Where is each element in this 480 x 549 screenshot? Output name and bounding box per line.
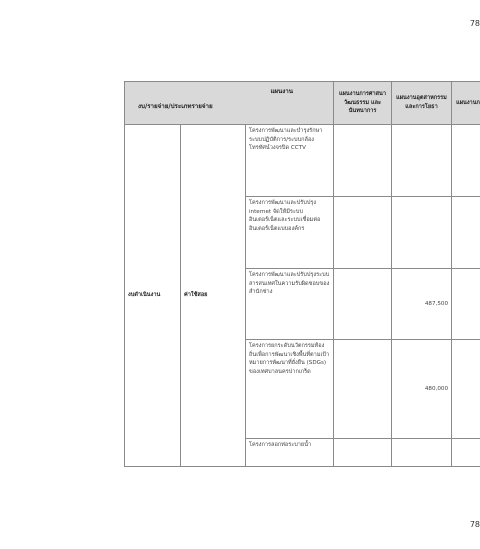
- header-budget-label: งบ/รายจ่าย/ประเภทรายจ่าย: [138, 103, 213, 111]
- expense-type-cell: ค่าใช้สอย: [181, 125, 246, 467]
- project-cell: โครงการยกระดับนวัตกรรมท้องถิ่นเพื่อการพัฒนาเชิงพื้นที่ตามเป้าหมายการพัฒนาที่ยั่งยืน (SDGs) ของเทศบาลนครปากเกร็ด: [246, 340, 334, 439]
- next-amount-cell: [452, 197, 480, 269]
- page-number-top: 78: [469, 19, 480, 28]
- culture-amount-cell: [334, 340, 392, 439]
- industry-amount-cell: 487,500: [392, 269, 452, 340]
- next-amount-cell: [452, 269, 480, 340]
- page-number-bottom: 78: [469, 520, 480, 529]
- next-amount-cell: [452, 340, 480, 439]
- table-row: [125, 125, 480, 197]
- header-industry-plan: แผนงานอุตสาหกรรมและการโยธา: [392, 82, 452, 125]
- culture-amount-cell: [334, 439, 392, 467]
- culture-amount-cell: [334, 269, 392, 340]
- budget-group-cell: งบดำเนินงาน: [125, 125, 181, 467]
- next-amount-cell: [452, 439, 480, 467]
- industry-amount-cell: [392, 439, 452, 467]
- diagonal-header-cell: [125, 82, 334, 125]
- budget-table: [124, 81, 480, 467]
- industry-amount-cell: 480,000: [392, 340, 452, 439]
- project-cell: โครงการพัฒนาและบำรุงรักษาระบบปฏิบัติการ/ระบบกล้องโทรทัศน์วงจรปิด CCTV: [246, 125, 334, 197]
- header-culture-plan: แผนงานการศาสนาวัฒนธรรม และนันทนาการ: [334, 82, 392, 125]
- culture-amount-cell: [334, 197, 392, 269]
- header-plan-label: แผนงาน: [270, 88, 294, 95]
- project-cell: โครงการลอกท่อระบายน้ำ: [246, 439, 334, 467]
- project-cell: โครงการพัฒนาและปรับปรุง internet จัดให้มีระบบอินเตอร์เน็ตและระบบเชื่อมต่ออินเตอร์เน็ตแบบองค์กร: [246, 197, 334, 269]
- industry-amount-cell: [392, 197, 452, 269]
- culture-amount-cell: [334, 125, 392, 197]
- industry-amount-cell: [392, 125, 452, 197]
- header-next-plan: แผนงานก: [452, 82, 480, 125]
- project-cell: โครงการพัฒนาและปรับปรุงระบบสารสนเทศในความรับผิดชอบของสำนักช่าง: [246, 269, 334, 340]
- table-header-row: [125, 82, 480, 125]
- next-amount-cell: [452, 125, 480, 197]
